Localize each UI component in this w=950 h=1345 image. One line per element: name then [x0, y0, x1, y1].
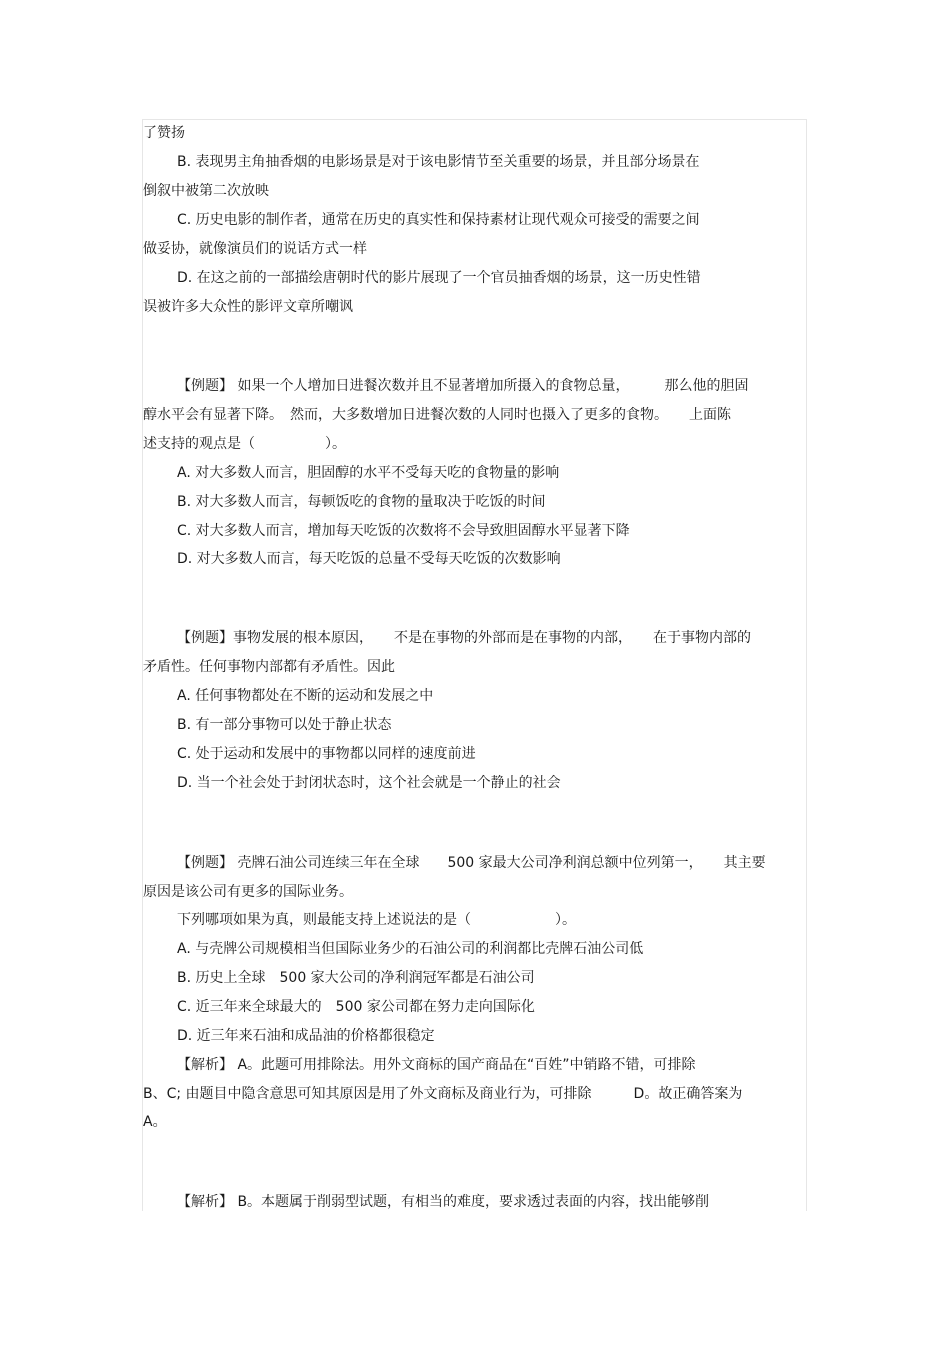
question-stem: 【例题】 如果一个人增加日进餐次数并且不显著增加所摄入的食物总量， 那么他的胆固	[177, 378, 749, 394]
text-line: 误被许多大众性的影评文章所嘲讽	[143, 299, 353, 315]
option-line: C. 近三年来全球最大的 500 家公司都在努力走向国际化	[177, 999, 535, 1015]
analysis-line: 【解析】 B。本题属于削弱型试题，有相当的难度，要求透过表面的内容，找出能够削	[177, 1194, 710, 1210]
text-line: 矛盾性。任何事物内部都有矛盾性。因此	[143, 659, 395, 675]
option-line: B. 对大多数人而言，每顿饭吃的食物的量取决于吃饭的时间	[177, 494, 546, 510]
option-line: A. 任何事物都处在不断的运动和发展之中	[177, 688, 434, 704]
option-line: B. 历史上全球 500 家大公司的净利润冠军都是石油公司	[177, 970, 535, 986]
question-stem: 【例题】 壳牌石油公司连续三年在全球 500 家最大公司净利润总额中位列第一， 其主要	[177, 855, 766, 871]
option-line: D. 近三年来石油和成品油的价格都很稳定	[177, 1028, 435, 1044]
option-line: A. 与壳牌公司规模相当但国际业务少的石油公司的利润都比壳牌石油公司低	[177, 941, 644, 957]
option-line: B. 有一部分事物可以处于静止状态	[177, 717, 392, 733]
text-line: 做妥协，就像演员们的说话方式一样	[143, 241, 367, 257]
text-line: 了赞扬	[143, 125, 185, 141]
text-line: 述支持的观点是（ ）。	[143, 436, 346, 452]
option-line: A. 对大多数人而言，胆固醇的水平不受每天吃的食物量的影响	[177, 465, 560, 481]
option-line: D. 在这之前的一部描绘唐朝时代的影片展现了一个官员抽香烟的场景，这一历史性错	[177, 270, 701, 286]
question-stem: 【例题】事物发展的根本原因， 不是在事物的外部而是在事物的内部， 在于事物内部的	[177, 630, 751, 646]
text-line: A。	[143, 1114, 167, 1130]
option-line: D. 当一个社会处于封闭状态时，这个社会就是一个静止的社会	[177, 775, 561, 791]
text-line: 醇水平会有显著下降。 然而，大多数增加日进餐次数的人同时也摄入了更多的食物。 上面陈	[143, 407, 731, 423]
option-line: D. 对大多数人而言，每天吃饭的总量不受每天吃饭的次数影响	[177, 551, 561, 567]
option-line: C. 历史电影的制作者，通常在历史的真实性和保持素材让现代观众可接受的需要之间	[177, 212, 700, 228]
option-line: B. 表现男主角抽香烟的电影场景是对于该电影情节至关重要的场景，并且部分场景在	[177, 154, 700, 170]
text-line: 原因是该公司有更多的国际业务。	[143, 884, 353, 900]
text-line: 下列哪项如果为真，则最能支持上述说法的是（ ）。	[177, 912, 576, 928]
option-line: C. 处于运动和发展中的事物都以同样的速度前进	[177, 746, 476, 762]
analysis-line: 【解析】 A。此题可用排除法。用外文商标的国产商品在“百姓”中销路不错，可排除	[177, 1057, 696, 1073]
option-line: C. 对大多数人而言，增加每天吃饭的次数将不会导致胆固醇水平显著下降	[177, 523, 630, 539]
text-line: 倒叙中被第二次放映	[143, 183, 269, 199]
text-line: B、C; 由题目中隐含意思可知其原因是用了外文商标及商业行为，可排除 D。故正确答案为	[143, 1086, 743, 1102]
